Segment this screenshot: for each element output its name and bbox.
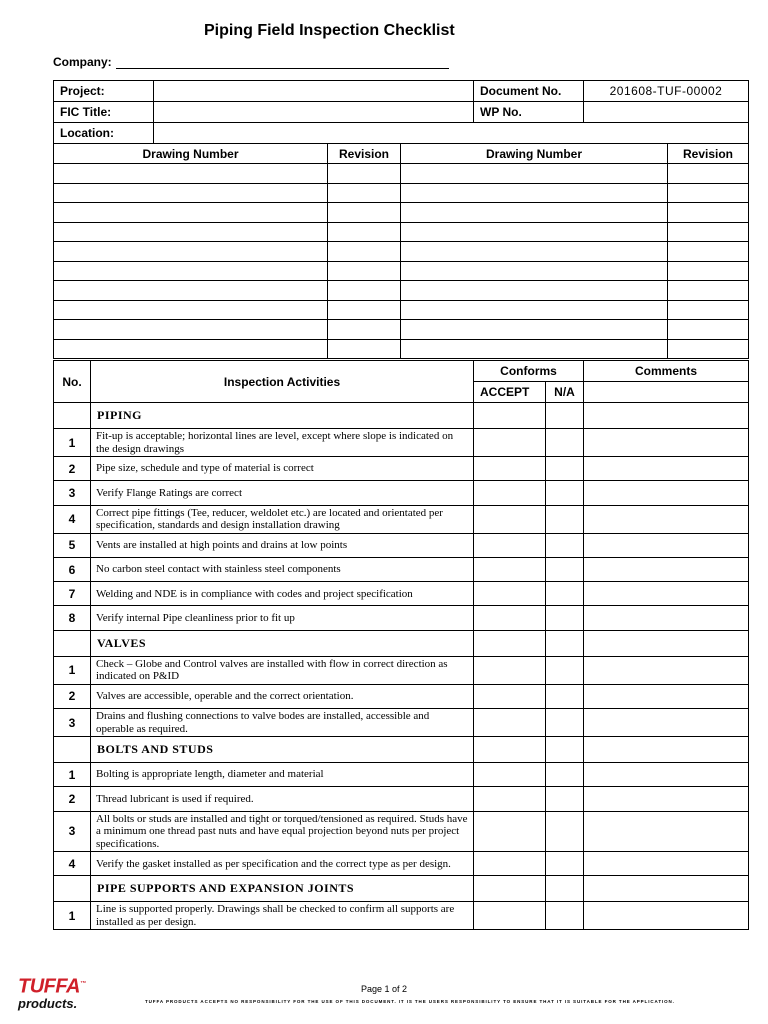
revision-cell[interactable] — [328, 203, 401, 223]
inspection-activity: Pipe size, schedule and type of material is correct — [91, 457, 474, 481]
section-no-cell — [54, 876, 91, 902]
comments-cell[interactable] — [584, 709, 749, 737]
logo-brand: TUFFA — [18, 975, 80, 998]
drawing-number-cell[interactable] — [401, 261, 668, 281]
fic-title-input[interactable] — [154, 102, 474, 123]
list-item — [54, 902, 749, 930]
accept-cell[interactable] — [474, 787, 546, 811]
na-cell[interactable] — [546, 557, 584, 581]
na-cell — [546, 876, 584, 902]
drawing-row — [54, 339, 749, 359]
comments-cell[interactable] — [584, 763, 749, 787]
no-header: No. — [54, 361, 91, 403]
drawing-number-header: Drawing Number — [401, 144, 668, 164]
item-number: 3 — [54, 709, 91, 737]
revision-cell[interactable] — [328, 320, 401, 340]
list-item — [54, 582, 749, 606]
drawing-number-cell[interactable] — [401, 242, 668, 262]
fic-title-label: FIC Title: — [54, 102, 154, 123]
item-number: 8 — [54, 606, 91, 630]
location-label: Location: — [54, 123, 154, 144]
item-number: 1 — [54, 656, 91, 684]
comments-cell — [584, 630, 749, 656]
na-cell[interactable] — [546, 481, 584, 505]
revision-cell[interactable] — [668, 339, 749, 359]
project-input[interactable] — [154, 81, 474, 102]
na-cell — [546, 630, 584, 656]
drawing-number-header: Drawing Number — [54, 144, 328, 164]
drawing-number-cell[interactable] — [54, 339, 328, 359]
section-row — [54, 876, 749, 902]
list-item — [54, 505, 749, 533]
drawing-row — [54, 222, 749, 242]
revision-cell[interactable] — [328, 164, 401, 184]
comments-cell[interactable] — [584, 656, 749, 684]
accept-cell — [474, 403, 546, 429]
section-no-cell — [54, 737, 91, 763]
conforms-header: Conforms — [474, 361, 584, 382]
accept-cell[interactable] — [474, 656, 546, 684]
list-item — [54, 684, 749, 708]
list-item — [54, 852, 749, 876]
document-no-label: Document No. — [474, 81, 584, 102]
inspection-activity: All bolts or studs are installed and tight or torqued/tensioned as required. Studs have a minimum one thread past nuts and have equal projection beyond nuts per project specifications. — [91, 811, 474, 852]
accept-cell[interactable] — [474, 429, 546, 457]
drawing-number-cell[interactable] — [54, 183, 328, 203]
list-item — [54, 811, 749, 852]
inspection-activity: Check – Globe and Control valves are installed with flow in correct direction as indicated on P&ID — [91, 656, 474, 684]
section-row — [54, 737, 749, 763]
accept-cell — [474, 630, 546, 656]
drawing-row — [54, 320, 749, 340]
company-label: Company: — [53, 55, 112, 69]
inspection-activity: Welding and NDE is in compliance with codes and project specification — [91, 582, 474, 606]
comments-cell[interactable] — [584, 457, 749, 481]
comments-cell[interactable] — [584, 852, 749, 876]
accept-cell — [474, 876, 546, 902]
item-number: 2 — [54, 684, 91, 708]
comments-cell[interactable] — [584, 811, 749, 852]
section-no-cell — [54, 403, 91, 429]
project-label: Project: — [54, 81, 154, 102]
na-cell[interactable] — [546, 582, 584, 606]
na-cell[interactable] — [546, 429, 584, 457]
drawing-number-cell[interactable] — [54, 242, 328, 262]
section-row — [54, 630, 749, 656]
accept-cell — [474, 737, 546, 763]
list-item — [54, 429, 749, 457]
section-title: BOLTS AND STUDS — [91, 737, 474, 763]
comments-cell — [584, 737, 749, 763]
revision-cell[interactable] — [328, 242, 401, 262]
na-cell[interactable] — [546, 656, 584, 684]
list-item — [54, 557, 749, 581]
drawing-number-cell[interactable] — [401, 300, 668, 320]
revision-cell[interactable] — [328, 261, 401, 281]
item-number: 7 — [54, 582, 91, 606]
revision-cell[interactable] — [668, 203, 749, 223]
revision-cell[interactable] — [668, 164, 749, 184]
revision-cell[interactable] — [668, 242, 749, 262]
comments-cell[interactable] — [584, 787, 749, 811]
list-item — [54, 709, 749, 737]
list-item — [54, 481, 749, 505]
list-item — [54, 457, 749, 481]
revision-cell[interactable] — [668, 300, 749, 320]
drawing-number-cell[interactable] — [401, 203, 668, 223]
location-input[interactable] — [154, 123, 749, 144]
section-title: PIPING — [91, 403, 474, 429]
accept-cell[interactable] — [474, 505, 546, 533]
drawing-row — [54, 203, 749, 223]
inspection-activity: Fit-up is acceptable; horizontal lines are level, except where slope is indicated on the design drawings — [91, 429, 474, 457]
item-number: 1 — [54, 902, 91, 930]
comments-cell[interactable] — [584, 481, 749, 505]
drawing-number-cell[interactable] — [401, 320, 668, 340]
accept-cell[interactable] — [474, 709, 546, 737]
drawing-number-cell[interactable] — [54, 300, 328, 320]
disclaimer: TUFFA PRODUCTS ACCEPTS NO RESPONSIBILITY FOR THE USE OF THIS DOCUMENT. IT IS THE USERS RESPONSIBILITY TO ENSURE THAT IT IS SUITABLE FOR THE APPLICATION. — [145, 999, 675, 1004]
drawing-number-cell[interactable] — [54, 222, 328, 242]
inspection-activity: No carbon steel contact with stainless steel components — [91, 557, 474, 581]
inspection-activity: Thread lubricant is used if required. — [91, 787, 474, 811]
drawing-number-cell[interactable] — [401, 164, 668, 184]
na-cell[interactable] — [546, 606, 584, 630]
drawing-row — [54, 183, 749, 203]
inspection-activity: Correct pipe fittings (Tee, reducer, weldolet etc.) are located and orientated per specification, standards and design installation drawing — [91, 505, 474, 533]
inspection-activity: Verify internal Pipe cleanliness prior to fit up — [91, 606, 474, 630]
accept-cell[interactable] — [474, 606, 546, 630]
revision-cell[interactable] — [328, 281, 401, 301]
drawing-number-cell[interactable] — [54, 164, 328, 184]
na-cell[interactable] — [546, 533, 584, 557]
item-number: 2 — [54, 457, 91, 481]
section-title: VALVES — [91, 630, 474, 656]
accept-cell[interactable] — [474, 457, 546, 481]
na-cell[interactable] — [546, 902, 584, 930]
na-cell[interactable] — [546, 505, 584, 533]
drawing-number-cell[interactable] — [54, 203, 328, 223]
item-number: 4 — [54, 852, 91, 876]
section-title: PIPE SUPPORTS AND EXPANSION JOINTS — [91, 876, 474, 902]
drawing-row — [54, 281, 749, 301]
na-cell[interactable] — [546, 787, 584, 811]
section-row — [54, 403, 749, 429]
item-number: 4 — [54, 505, 91, 533]
revision-header: Revision — [328, 144, 401, 164]
na-cell — [546, 403, 584, 429]
accept-cell[interactable] — [474, 763, 546, 787]
na-cell[interactable] — [546, 709, 584, 737]
page-title: Piping Field Inspection Checklist — [204, 22, 455, 39]
section-no-cell — [54, 630, 91, 656]
inspection-activity: Verify the gasket installed as per specification and the correct type as per design. — [91, 852, 474, 876]
item-number: 3 — [54, 811, 91, 852]
checklist-table — [53, 360, 749, 930]
comments-cell[interactable] — [584, 606, 749, 630]
list-item — [54, 606, 749, 630]
revision-cell[interactable] — [328, 300, 401, 320]
accept-cell[interactable] — [474, 852, 546, 876]
na-cell[interactable] — [546, 763, 584, 787]
wp-no-label: WP No. — [474, 102, 584, 123]
activities-header: Inspection Activities — [91, 361, 474, 403]
drawing-row — [54, 164, 749, 184]
list-item — [54, 787, 749, 811]
drawing-number-cell[interactable] — [401, 281, 668, 301]
drawing-number-cell[interactable] — [401, 339, 668, 359]
na-cell[interactable] — [546, 852, 584, 876]
item-number: 6 — [54, 557, 91, 581]
accept-header: ACCEPT — [474, 382, 546, 403]
revision-cell[interactable] — [668, 222, 749, 242]
comments-cell[interactable] — [584, 684, 749, 708]
comments-cell — [584, 403, 749, 429]
comments-cell[interactable] — [584, 902, 749, 930]
revision-cell[interactable] — [328, 222, 401, 242]
wp-no-input[interactable] — [584, 102, 749, 123]
revision-cell[interactable] — [668, 320, 749, 340]
drawings-table — [53, 143, 749, 359]
accept-cell[interactable] — [474, 557, 546, 581]
drawing-row — [54, 261, 749, 281]
inspection-activity: Bolting is appropriate length, diameter and material — [91, 763, 474, 787]
comments-header: Comments — [584, 361, 749, 382]
item-number: 5 — [54, 533, 91, 557]
item-number: 1 — [54, 429, 91, 457]
accept-cell[interactable] — [474, 533, 546, 557]
accept-cell[interactable] — [474, 811, 546, 852]
comments-cell[interactable] — [584, 505, 749, 533]
na-cell[interactable] — [546, 684, 584, 708]
na-cell[interactable] — [546, 457, 584, 481]
company-input-line[interactable] — [116, 56, 449, 69]
header-table — [53, 80, 749, 144]
list-item — [54, 656, 749, 684]
drawing-number-cell[interactable] — [401, 183, 668, 203]
revision-header: Revision — [668, 144, 749, 164]
accept-cell[interactable] — [474, 902, 546, 930]
item-number: 1 — [54, 763, 91, 787]
company-field — [53, 55, 449, 69]
comments-cell[interactable] — [584, 582, 749, 606]
revision-cell[interactable] — [328, 183, 401, 203]
accept-cell[interactable] — [474, 684, 546, 708]
drawing-number-cell[interactable] — [54, 281, 328, 301]
page-number: Page 1 of 2 — [360, 984, 408, 994]
list-item — [54, 533, 749, 557]
list-item — [54, 763, 749, 787]
accept-cell[interactable] — [474, 582, 546, 606]
revision-cell[interactable] — [328, 339, 401, 359]
drawing-row — [54, 242, 749, 262]
item-number: 3 — [54, 481, 91, 505]
na-header: N/A — [546, 382, 584, 403]
inspection-activity: Line is supported properly. Drawings shall be checked to confirm all supports are installed as per design. — [91, 902, 474, 930]
drawing-number-cell[interactable] — [54, 320, 328, 340]
logo-products: products. — [18, 995, 78, 1011]
na-cell — [546, 737, 584, 763]
inspection-activity: Drains and flushing connections to valve bodes are installed, accessible and operable as required. — [91, 709, 474, 737]
inspection-activity: Vents are installed at high points and drains at low points — [91, 533, 474, 557]
comments-cell[interactable] — [584, 557, 749, 581]
revision-cell[interactable] — [668, 183, 749, 203]
drawing-row — [54, 300, 749, 320]
inspection-activity: Verify Flange Ratings are correct — [91, 481, 474, 505]
comments-cell[interactable] — [584, 429, 749, 457]
document-no-value: 201608-TUF-00002 — [584, 81, 749, 102]
inspection-activity: Valves are accessible, operable and the correct orientation. — [91, 684, 474, 708]
drawing-number-cell[interactable] — [54, 261, 328, 281]
revision-cell[interactable] — [668, 281, 749, 301]
accept-cell[interactable] — [474, 481, 546, 505]
item-number: 2 — [54, 787, 91, 811]
revision-cell[interactable] — [668, 261, 749, 281]
drawing-number-cell[interactable] — [401, 222, 668, 242]
comments-cell[interactable] — [584, 533, 749, 557]
comments-cell — [584, 876, 749, 902]
logo-tm: ™ — [79, 981, 86, 987]
comments-subcell — [584, 382, 749, 403]
na-cell[interactable] — [546, 811, 584, 852]
